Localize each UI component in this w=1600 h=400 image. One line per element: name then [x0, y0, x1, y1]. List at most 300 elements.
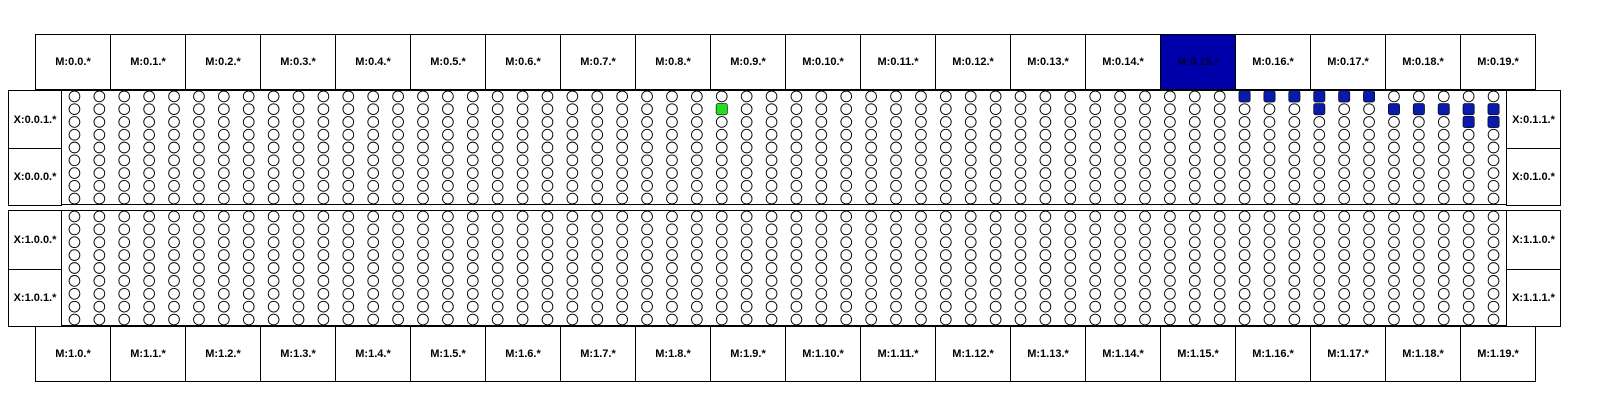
node	[1015, 301, 1026, 312]
node	[268, 276, 279, 287]
node	[492, 211, 503, 222]
node	[1264, 314, 1275, 325]
node	[891, 263, 902, 274]
node	[1413, 168, 1424, 179]
node	[243, 193, 254, 204]
node	[940, 129, 951, 140]
node	[1214, 180, 1225, 191]
node	[1264, 237, 1275, 248]
node	[766, 180, 777, 191]
node	[716, 237, 727, 248]
bottom-module-10[interactable]: M:1.10.*	[785, 326, 861, 382]
node	[1040, 129, 1051, 140]
node	[218, 237, 229, 248]
highlighted-node-4[interactable]	[1314, 91, 1325, 102]
node	[194, 193, 205, 204]
bottom-module-1[interactable]: M:1.1.*	[110, 326, 186, 382]
node	[393, 250, 404, 261]
node	[467, 276, 478, 287]
top-module-2[interactable]: M:0.2.*	[185, 34, 261, 90]
node	[1413, 250, 1424, 261]
highlighted-node-0[interactable]	[716, 104, 727, 115]
node	[592, 168, 603, 179]
node	[94, 288, 105, 299]
highlighted-node-3[interactable]	[1289, 91, 1300, 102]
node	[318, 168, 329, 179]
node	[194, 104, 205, 115]
node	[617, 250, 628, 261]
node	[1214, 193, 1225, 204]
node	[741, 237, 752, 248]
node	[990, 129, 1001, 140]
node	[1115, 237, 1126, 248]
bottom-module-11[interactable]: M:1.11.*	[860, 326, 936, 382]
node	[542, 129, 553, 140]
top-module-11[interactable]: M:0.11.*	[860, 34, 936, 90]
bottom-module-12[interactable]: M:1.12.*	[935, 326, 1011, 382]
node	[1438, 224, 1449, 235]
node	[1488, 250, 1499, 261]
node	[1289, 117, 1300, 128]
node	[1488, 129, 1499, 140]
node	[94, 314, 105, 325]
node	[318, 180, 329, 191]
node	[1115, 301, 1126, 312]
bottom-module-14[interactable]: M:1.14.*	[1085, 326, 1161, 382]
node	[318, 224, 329, 235]
node	[243, 117, 254, 128]
node	[343, 104, 354, 115]
node	[716, 193, 727, 204]
node	[990, 314, 1001, 325]
node	[1463, 168, 1474, 179]
node	[1389, 301, 1400, 312]
node	[1090, 224, 1101, 235]
node	[218, 301, 229, 312]
node	[443, 117, 454, 128]
highlighted-node-14[interactable]	[1488, 116, 1499, 127]
node	[965, 142, 976, 153]
node	[1165, 224, 1176, 235]
node	[1214, 168, 1225, 179]
node	[517, 224, 528, 235]
node	[467, 180, 478, 191]
node	[1015, 129, 1026, 140]
node	[343, 224, 354, 235]
node	[866, 129, 877, 140]
node	[144, 250, 155, 261]
node	[1040, 211, 1051, 222]
top-module-7[interactable]: M:0.7.*	[560, 34, 636, 90]
node	[1165, 142, 1176, 153]
node	[1090, 288, 1101, 299]
highlighted-node-10[interactable]	[1438, 104, 1449, 115]
node	[1389, 211, 1400, 222]
node	[1289, 142, 1300, 153]
node	[766, 301, 777, 312]
top-module-1[interactable]: M:0.1.*	[110, 34, 186, 90]
bottom-module-3[interactable]: M:1.3.*	[260, 326, 336, 382]
node	[567, 193, 578, 204]
bottom-module-4[interactable]: M:1.4.*	[335, 326, 411, 382]
node	[293, 301, 304, 312]
node	[243, 129, 254, 140]
node	[1115, 276, 1126, 287]
node	[218, 211, 229, 222]
node	[1364, 193, 1375, 204]
node	[916, 193, 927, 204]
node	[766, 117, 777, 128]
node	[542, 301, 553, 312]
node	[617, 180, 628, 191]
node	[542, 91, 553, 102]
node	[1065, 193, 1076, 204]
node	[492, 168, 503, 179]
node	[1264, 263, 1275, 274]
node	[368, 211, 379, 222]
highlighted-node-13[interactable]	[1463, 116, 1474, 127]
bottom-module-18[interactable]: M:1.18.*	[1385, 326, 1461, 382]
node	[816, 155, 827, 166]
node	[1165, 168, 1176, 179]
node	[1040, 91, 1051, 102]
node	[891, 104, 902, 115]
node	[69, 263, 80, 274]
bottom-module-13[interactable]: M:1.13.*	[1010, 326, 1086, 382]
node	[791, 180, 802, 191]
node	[69, 129, 80, 140]
node	[1239, 288, 1250, 299]
node	[1189, 117, 1200, 128]
node	[791, 237, 802, 248]
node	[69, 237, 80, 248]
node	[119, 250, 130, 261]
node	[1214, 263, 1225, 274]
node	[1015, 91, 1026, 102]
node	[218, 91, 229, 102]
node	[1214, 237, 1225, 248]
top-module-19[interactable]: M:0.19.*	[1460, 34, 1536, 90]
node	[1015, 142, 1026, 153]
highlighted-node-1[interactable]	[1239, 91, 1250, 102]
node	[418, 276, 429, 287]
node	[965, 117, 976, 128]
node	[691, 142, 702, 153]
node	[965, 301, 976, 312]
node	[119, 288, 130, 299]
node	[517, 288, 528, 299]
node	[293, 237, 304, 248]
bottom-module-0[interactable]: M:1.0.*	[35, 326, 111, 382]
node	[119, 155, 130, 166]
node	[1214, 155, 1225, 166]
node	[119, 224, 130, 235]
top-module-17[interactable]: M:0.17.*	[1310, 34, 1386, 90]
left-x-label-3[interactable]: X:1.0.1.*	[8, 269, 62, 327]
node	[467, 237, 478, 248]
node	[1065, 142, 1076, 153]
node	[94, 91, 105, 102]
node	[144, 263, 155, 274]
node	[467, 250, 478, 261]
bottom-module-8[interactable]: M:1.8.*	[635, 326, 711, 382]
node	[243, 237, 254, 248]
highlighted-node-8[interactable]	[1388, 104, 1399, 115]
node	[1040, 250, 1051, 261]
top-module-6[interactable]: M:0.6.*	[485, 34, 561, 90]
top-module-5[interactable]: M:0.5.*	[410, 34, 486, 90]
bottom-module-17[interactable]: M:1.17.*	[1310, 326, 1386, 382]
node	[1314, 155, 1325, 166]
node	[667, 263, 678, 274]
node	[1314, 263, 1325, 274]
node	[1389, 193, 1400, 204]
top-module-16[interactable]: M:0.16.*	[1235, 34, 1311, 90]
node	[1488, 180, 1499, 191]
right-x-label-2[interactable]: X:1.1.0.*	[1506, 210, 1561, 270]
node	[1413, 117, 1424, 128]
node	[766, 224, 777, 235]
node	[169, 193, 180, 204]
node	[741, 314, 752, 325]
node	[940, 237, 951, 248]
highlighted-node-9[interactable]	[1413, 104, 1424, 115]
node	[1364, 263, 1375, 274]
node	[1339, 193, 1350, 204]
node	[691, 117, 702, 128]
node	[1264, 129, 1275, 140]
node	[119, 276, 130, 287]
top-module-10[interactable]: M:0.10.*	[785, 34, 861, 90]
node	[617, 314, 628, 325]
node	[318, 314, 329, 325]
node	[866, 91, 877, 102]
node	[69, 180, 80, 191]
node	[1040, 104, 1051, 115]
node	[741, 129, 752, 140]
node	[990, 237, 1001, 248]
node	[1413, 263, 1424, 274]
node	[268, 142, 279, 153]
node	[567, 250, 578, 261]
node	[940, 142, 951, 153]
node	[443, 288, 454, 299]
node	[990, 211, 1001, 222]
node	[816, 314, 827, 325]
node	[418, 155, 429, 166]
node	[741, 301, 752, 312]
node	[741, 155, 752, 166]
node	[1189, 155, 1200, 166]
node	[1165, 180, 1176, 191]
node	[1463, 276, 1474, 287]
node	[1090, 142, 1101, 153]
node	[592, 224, 603, 235]
bottom-module-5[interactable]: M:1.5.*	[410, 326, 486, 382]
node	[318, 193, 329, 204]
node	[1115, 314, 1126, 325]
node	[144, 276, 155, 287]
node	[841, 237, 852, 248]
node	[517, 117, 528, 128]
node	[1314, 224, 1325, 235]
top-module-18[interactable]: M:0.18.*	[1385, 34, 1461, 90]
node	[716, 129, 727, 140]
node	[1438, 301, 1449, 312]
node	[1189, 314, 1200, 325]
node	[1289, 180, 1300, 191]
node	[1140, 237, 1151, 248]
highlighted-node-5[interactable]	[1339, 91, 1350, 102]
node	[467, 288, 478, 299]
top-module-4[interactable]: M:0.4.*	[335, 34, 411, 90]
node	[443, 104, 454, 115]
node	[293, 104, 304, 115]
bottom-module-7[interactable]: M:1.7.*	[560, 326, 636, 382]
node	[866, 180, 877, 191]
top-module-12[interactable]: M:0.12.*	[935, 34, 1011, 90]
node	[218, 288, 229, 299]
node	[1314, 250, 1325, 261]
node	[791, 193, 802, 204]
node	[716, 276, 727, 287]
node	[368, 104, 379, 115]
bottom-module-15[interactable]: M:1.15.*	[1160, 326, 1236, 382]
node	[144, 314, 155, 325]
node	[94, 155, 105, 166]
node	[194, 276, 205, 287]
node	[194, 301, 205, 312]
node	[891, 224, 902, 235]
node	[293, 224, 304, 235]
node	[791, 142, 802, 153]
node	[1040, 168, 1051, 179]
node	[716, 168, 727, 179]
left-x-label-1[interactable]: X:0.0.0.*	[8, 148, 62, 206]
node	[1463, 301, 1474, 312]
node	[841, 288, 852, 299]
node	[467, 224, 478, 235]
node	[1438, 155, 1449, 166]
node	[965, 193, 976, 204]
node	[293, 276, 304, 287]
right-x-label-1[interactable]: X:0.1.0.*	[1506, 148, 1561, 206]
node	[1189, 237, 1200, 248]
highlighted-node-11[interactable]	[1463, 104, 1474, 115]
node	[1339, 168, 1350, 179]
node	[368, 142, 379, 153]
node	[218, 263, 229, 274]
highlighted-node-7[interactable]	[1314, 104, 1325, 115]
top-module-8[interactable]: M:0.8.*	[635, 34, 711, 90]
node	[1115, 91, 1126, 102]
node	[791, 250, 802, 261]
node	[94, 301, 105, 312]
node	[218, 155, 229, 166]
bottom-module-2[interactable]: M:1.2.*	[185, 326, 261, 382]
node	[990, 168, 1001, 179]
node	[990, 91, 1001, 102]
node	[1463, 250, 1474, 261]
node	[194, 168, 205, 179]
highlighted-node-6[interactable]	[1363, 91, 1374, 102]
highlighted-node-12[interactable]	[1488, 104, 1499, 115]
node	[517, 301, 528, 312]
top-module-13[interactable]: M:0.13.*	[1010, 34, 1086, 90]
node	[841, 263, 852, 274]
node	[1339, 180, 1350, 191]
bottom-module-6[interactable]: M:1.6.*	[485, 326, 561, 382]
right-x-label-0[interactable]: X:0.1.1.*	[1506, 90, 1561, 149]
top-module-9[interactable]: M:0.9.*	[710, 34, 786, 90]
node	[617, 224, 628, 235]
top-module-0[interactable]: M:0.0.*	[35, 34, 111, 90]
node	[94, 211, 105, 222]
right-x-label-3[interactable]: X:1.1.1.*	[1506, 269, 1561, 327]
node	[119, 168, 130, 179]
node	[1413, 314, 1424, 325]
node	[1463, 129, 1474, 140]
bottom-module-9[interactable]: M:1.9.*	[710, 326, 786, 382]
node	[1065, 224, 1076, 235]
node	[940, 288, 951, 299]
node	[119, 117, 130, 128]
left-x-label-2[interactable]: X:1.0.0.*	[8, 210, 62, 270]
node	[791, 263, 802, 274]
node	[667, 250, 678, 261]
node	[667, 155, 678, 166]
node	[94, 224, 105, 235]
highlighted-node-2[interactable]	[1264, 91, 1275, 102]
node	[1040, 288, 1051, 299]
node	[1189, 224, 1200, 235]
node	[741, 276, 752, 287]
node	[343, 276, 354, 287]
left-x-label-0[interactable]: X:0.0.1.*	[8, 90, 62, 149]
node	[567, 117, 578, 128]
node	[567, 180, 578, 191]
node	[691, 180, 702, 191]
node	[1389, 142, 1400, 153]
top-module-3[interactable]: M:0.3.*	[260, 34, 336, 90]
node	[1015, 276, 1026, 287]
node	[841, 142, 852, 153]
node	[1314, 117, 1325, 128]
node	[1065, 91, 1076, 102]
node	[567, 276, 578, 287]
bottom-module-19[interactable]: M:1.19.*	[1460, 326, 1536, 382]
node	[443, 155, 454, 166]
node	[1140, 91, 1151, 102]
node	[891, 288, 902, 299]
node	[418, 193, 429, 204]
node	[1413, 288, 1424, 299]
node	[169, 142, 180, 153]
node	[990, 263, 1001, 274]
top-module-15[interactable]: M:0.15.*	[1160, 34, 1236, 90]
top-module-14[interactable]: M:0.14.*	[1085, 34, 1161, 90]
node	[443, 301, 454, 312]
node	[1115, 168, 1126, 179]
node	[791, 91, 802, 102]
node	[716, 263, 727, 274]
node	[343, 263, 354, 274]
node	[667, 168, 678, 179]
node	[393, 237, 404, 248]
node	[766, 276, 777, 287]
node	[891, 193, 902, 204]
bottom-module-16[interactable]: M:1.16.*	[1235, 326, 1311, 382]
